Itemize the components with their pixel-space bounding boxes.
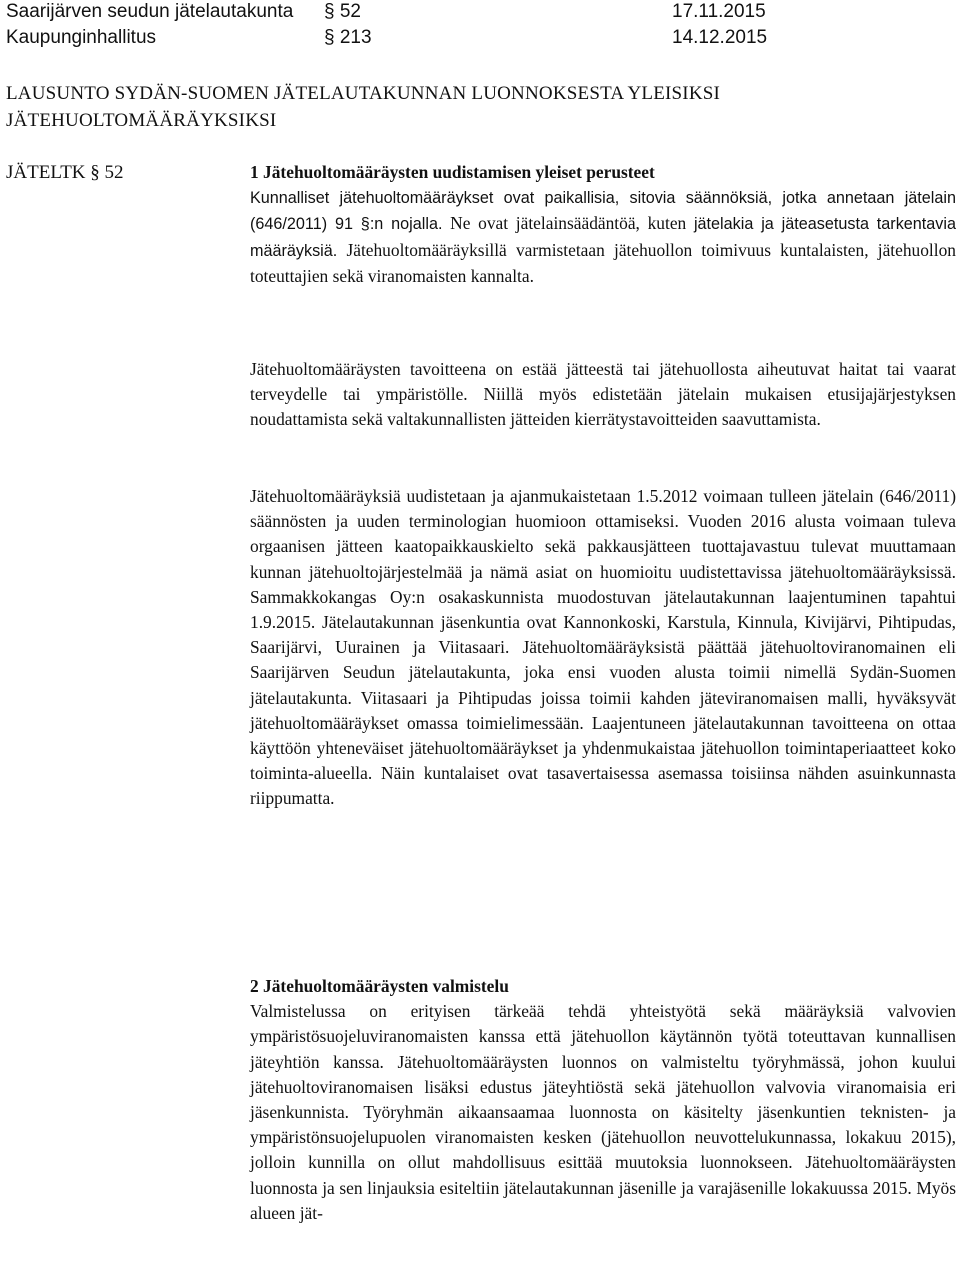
header-section-number-2: § 213 bbox=[324, 27, 372, 48]
section-1-paragraph-2: Jätehuoltomääräysten tavoitteena on estää jätteestä tai jätehuollosta aiheutuvat haitat tai vaarat terveydelle tai ympäristölle. Niillä myös edistetään jätelain mukaisen etusijajärjestyksen noudattamista sekä valtakunnallisten jätteiden kierrätystavoitteiden saavuttamista. bbox=[250, 359, 956, 430]
title-line-1: LAUSUNTO SYDÄN-SUOMEN JÄTELAUTAKUNNAN LUONNOKSESTA YLEISIKSI bbox=[6, 83, 721, 104]
header-date-2: 14.12.2015 bbox=[672, 27, 768, 48]
section-1-paragraph-1-part-3: jätelakia ja jäteasetusta tarkentavia määräyksiä. bbox=[250, 215, 956, 260]
section-1-paragraph-1 bbox=[250, 185, 956, 289]
document-title bbox=[6, 80, 720, 134]
section-2-block bbox=[250, 974, 956, 1226]
header-date-1: 17.11.2015 bbox=[672, 1, 766, 22]
section-label: JÄTELTK § 52 bbox=[6, 162, 124, 183]
section-1-heading: 1 Jätehuoltomääräysten uudistamisen yleiset perusteet bbox=[250, 162, 655, 182]
title-line-2: JÄTEHUOLTOMÄÄRÄYKSIKSI bbox=[6, 110, 277, 131]
section-1-paragraph-3: Jätehuoltomääräyksiä uudistetaan ja ajanmukaistetaan 1.5.2012 voimaan tulleen jätelain (646/2011) säännösten ja uuden terminologian huomioon ottamiseksi. Vuoden 2016 alusta voimaan tuleva orgaanisen jätteen kaatopaikkauskielto sekä pakkausjätteen tuottajavastuu tulevat muuttamaan kunnan jätehuoltojärjestelmää ja nämä asiat on huomioitu uudistettavissa jätehuoltomääräyksissä. Sammakkokangas Oy:n osakaskunnista muodostuvan jätelautakunnan laajentuminen tapahtui 1.9.2015. Jätelautakunnan jäsenkuntia ovat Kannonkoski, Karstula, Kinnula, Kivijärvi, Pihtipudas, Saarijärvi, Uurainen ja Viitasaari. Jätehuoltomääräyksistä päättää jätehuoltoviranomainen eli Saarijärven Seudun jätelautakunta, joka ensi vuoden alusta toimii nimellä Sydän-Suomen jätelautakunta. Viitasaari ja Pihtipudas joissa toimii kahden jäteviranomaisen malli, hyväksyvät jätehuoltomääräykset omassa toimielimessään. Laajentuneen jätelautakunnan tavoitteena on ottaa käyttöön yhteneväiset jätehuoltomääräykset ja yhdenmukaistaa jätehuollon toimintaperiaatteet koko toiminta-alueella. Näin kuntalaiset ovat tasavertaisessa asemassa toisiinsa nähden asuinkunnasta riippumatta. bbox=[250, 486, 956, 809]
section-1-paragraph-1-part-1: Kunnalliset jätehuoltomääräykset ovat paikallisia, sitovia säännöksiä, jotka annetaan jätelain (646/2011) 91 §:n nojalla. bbox=[250, 189, 956, 234]
section-2-heading: 2 Jätehuoltomääräysten valmistelu bbox=[250, 976, 509, 996]
section-1-paragraph-1-part-2: Ne ovat jätelainsäädäntöä, kuten bbox=[442, 213, 694, 234]
section-1-block-3 bbox=[250, 484, 956, 812]
header-org-2: Kaupunginhallitus bbox=[6, 27, 157, 48]
section-2-paragraph-1: Valmistelussa on erityisen tärkeää tehdä yhteistyötä sekä määräyksiä valvovien ympäristösuojeluviranomaisten kanssa että jätehuollon käytännön työtä toteuttavan kunnallisen jäteyhtiön kanssa. Jätehuoltomääräysten luonnos on valmisteltu työryhmässä, johon kuului jätehuoltoviranomaisen lisäksi edustus jäteyhtiöstä sekä jätehuollon valvovia viranomaisia eri jäsenkunnista. Työryhmän aikaansaamaa luonnosta on käsitelty jäsenkuntien teknisten- ja ympäristönsuojelupuolen viranomaisten kesken (jätehuollon neuvottelukunnassa, lokakuu 2015), jolloin kunnilla on ollut mahdollisuus esittää muutoksia luonnokseen. Jätehuoltomääräysten luonnosta ja sen linjauksia esiteltiin jätelautakunnan jäsenille ja varajäsenille lokakuussa 2015. Myös alueen jät- bbox=[250, 1001, 956, 1223]
section-1-block-1 bbox=[250, 160, 956, 289]
section-1-paragraph-1-part-4: Jätehuoltomääräyksillä varmistetaan jätehuollon toimivuus kuntalaisten, jätehuollon toteuttajien sekä viranomaisten kannalta. bbox=[250, 239, 956, 286]
header-org-1: Saarijärven seudun jätelautakunta bbox=[6, 1, 294, 22]
header-section-number-1: § 52 bbox=[324, 1, 361, 22]
section-1-block-2 bbox=[250, 357, 956, 433]
